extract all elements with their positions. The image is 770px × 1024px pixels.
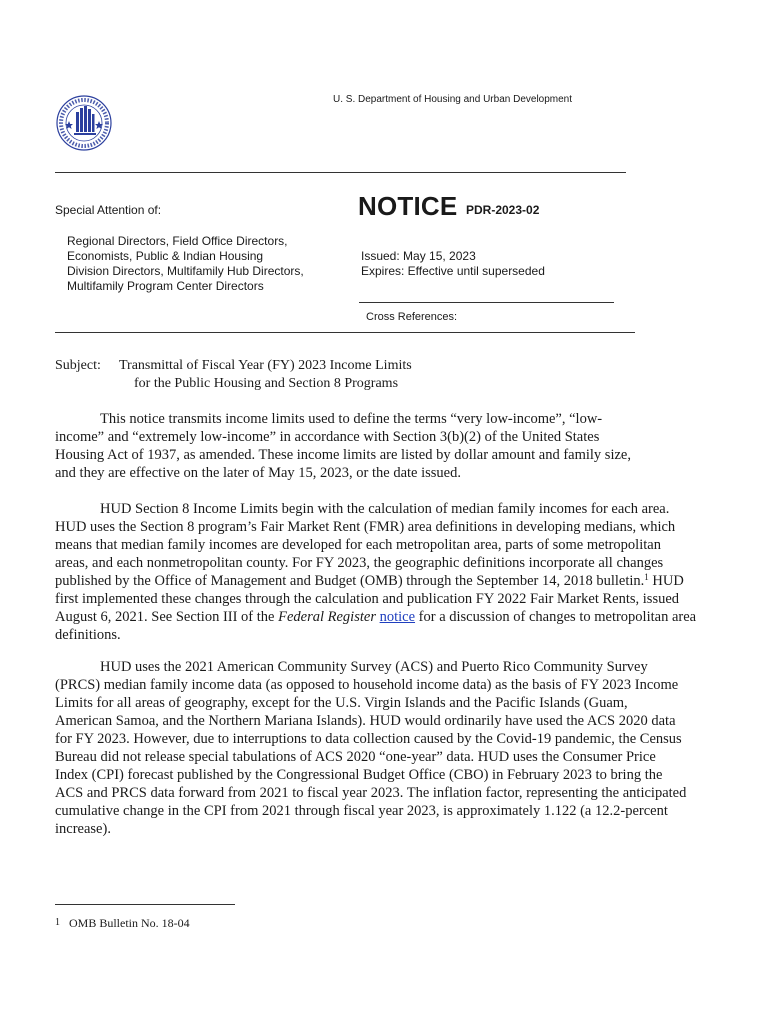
paragraph-line: for FY 2023. However, due to interruptions to data collection caused by the Covid-19 pandemic, the Census [55, 731, 682, 747]
paragraph-line [55, 572, 720, 590]
paragraph-line: Bureau did not release special tabulations of ACS 2020 “one-year” data. HUD uses the Consumer Price [55, 749, 656, 765]
text-segment: for a discussion of changes to metropolitan area [415, 609, 697, 625]
recipient-line: Multifamily Program Center Directors [67, 279, 264, 293]
text-segment: HUD [648, 573, 684, 589]
paragraph-line: increase). [55, 821, 111, 837]
paragraph-line: definitions. [55, 627, 121, 643]
recipients-list [67, 234, 304, 294]
paragraph-line [55, 608, 720, 626]
subject [55, 357, 412, 393]
paragraph-line: Limits for all areas of geography, except for the U.S. Virgin Islands and the Pacific Islands (Guam, [55, 695, 628, 711]
subject-line-1: Transmittal of Fiscal Year (FY) 2023 Income Limits [119, 358, 412, 373]
recipient-line: Division Directors, Multifamily Hub Directors, [67, 264, 304, 278]
attention-label: Special Attention of: [55, 203, 162, 217]
paragraph-line: ACS and PRCS data forward from 2021 to fiscal year 2023. The inflation factor, representing the anticipated [55, 785, 687, 801]
notice-dates [361, 249, 545, 279]
paragraph-line: Index (CPI) forecast published by the Congressional Budget Office (CBO) in February 2023 to bring the [55, 767, 663, 783]
cross-references-divider [359, 302, 614, 303]
agency-name: U. S. Department of Housing and Urban Development [333, 94, 573, 105]
notice-number: PDR-2023-02 [466, 203, 540, 217]
footnote-text: OMB Bulletin No. 18-04 [69, 916, 190, 930]
footnote-mark: 1 [55, 917, 60, 928]
paragraph-3 [55, 658, 720, 838]
subject-label: Subject: [55, 358, 101, 373]
text-segment: published by the Office of Management and Budget (OMB) through the September 14, 2018 bulletin. [55, 573, 645, 589]
paragraph-line: HUD uses the Section 8 program’s Fair Market Rent (FMR) area definitions in developing medians, which [55, 519, 676, 535]
notice-title: NOTICE [358, 191, 458, 221]
paragraph-line: American Samoa, and the Northern Mariana Islands). HUD would ordinarily have used the ACS 2020 data [55, 713, 676, 729]
cross-references-label: Cross References: [366, 311, 458, 323]
footnote [55, 916, 190, 931]
paragraph-line: cumulative change in the CPI from 2021 through fiscal year 2023, is approximately 1.122 (a 12.2-percent [55, 803, 668, 819]
paragraph-line: areas, and each nonmetropolitan county. For FY 2023, the geographic definitions incorporate all changes [55, 555, 664, 571]
recipient-line: Economists, Public & Indian Housing [67, 249, 264, 263]
issued-date: Issued: May 15, 2023 [361, 249, 476, 263]
hud-seal-icon [55, 94, 113, 152]
paragraph-line: Housing Act of 1937, as amended. These income limits are listed by dollar amount and family size, [55, 447, 631, 463]
paragraph-2 [55, 500, 720, 644]
paragraph-line: (PRCS) median family income data (as opposed to household income data) as the basis of FY 2023 Income [55, 677, 679, 693]
paragraph-line: means that median family incomes are developed for each metropolitan area, parts of some metropolitan [55, 537, 661, 553]
expiration: Expires: Effective until superseded [361, 264, 545, 278]
paragraph-line: income” and “extremely low-income” in accordance with Section 3(b)(2) of the United States [55, 429, 600, 445]
header-divider [55, 172, 626, 173]
paragraph-line: This notice transmits income limits used to define the terms “very low-income”, “low- [100, 411, 603, 427]
paragraph-line: HUD Section 8 Income Limits begin with the calculation of median family incomes for each area. [100, 501, 670, 517]
paragraph-1 [55, 410, 720, 482]
section-divider [55, 332, 635, 333]
text-segment: August 6, 2021. See Section III of the [55, 609, 279, 625]
footnote-divider [55, 904, 235, 905]
recipient-line: Regional Directors, Field Office Directors, [67, 234, 288, 248]
paragraph-line: and they are effective on the later of May 15, 2023, or the date issued. [55, 465, 461, 481]
federal-register-notice-link[interactable]: notice [379, 609, 416, 625]
paragraph-line: first implemented these changes through the calculation and publication FY 2022 Fair Market Rents, issued [55, 591, 680, 607]
paragraph-line: HUD uses the 2021 American Community Survey (ACS) and Puerto Rico Community Survey [100, 659, 648, 675]
subject-line-2: for the Public Housing and Section 8 Programs [134, 376, 399, 391]
footnote-reference[interactable]: 1 [644, 572, 649, 582]
federal-register-italic: Federal Register [278, 609, 376, 625]
